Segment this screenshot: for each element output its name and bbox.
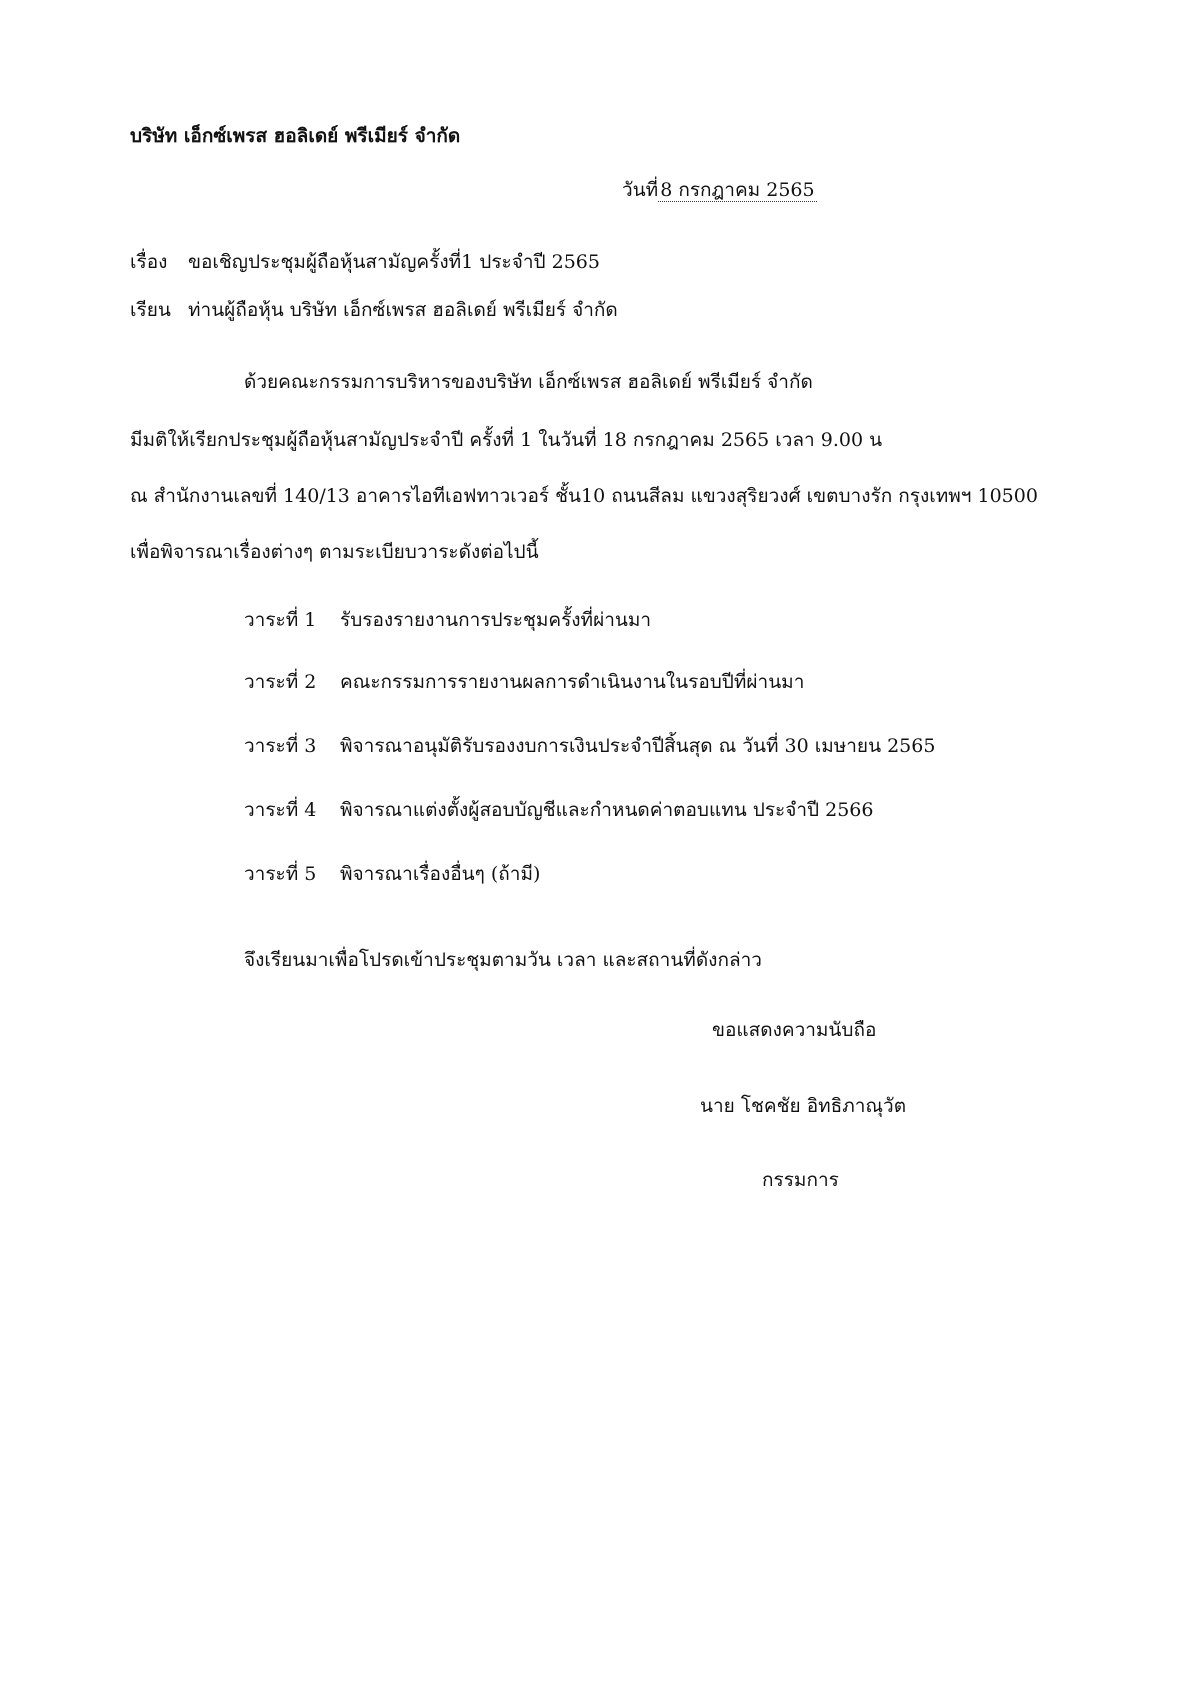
regards-line: ขอแสดงความนับถือ — [712, 1019, 877, 1041]
closing-line: จึงเรียนมาเพื่อโปรดเข้าประชุมตามวัน เวลา และสถานที่ดังกล่าว — [244, 949, 762, 971]
agenda-text: คณะกรรมการรายงานผลการดำเนินงานในรอบปีที่ผ่านมา — [340, 671, 805, 693]
agenda-text: พิจารณาอนุมัติรับรองงบการเงินประจำปีสิ้นสุด ณ วันที่ 30 เมษายน 2565 — [340, 735, 936, 757]
agenda-text: พิจารณาเรื่องอื่นๆ (ถ้ามี) — [340, 863, 541, 885]
agenda-item — [244, 668, 804, 696]
document-date — [622, 176, 817, 204]
agenda-item — [244, 796, 873, 824]
agenda-number: วาระที่ 2 — [244, 671, 317, 693]
signer-name: นาย โชคชัย อิทธิภาณุวัต — [700, 1095, 907, 1117]
body-line-3: ณ สำนักงานเลขที่ 140/13 อาคารไอทีเอฟทาวเวอร์ ชั้น10 ถนนสีลม แขวงสุริยวงศ์ เขตบางรัก กรุงเทพฯ 10500 — [130, 485, 1038, 507]
body-line-2: มีมติให้เรียกประชุมผู้ถือหุ้นสามัญประจำปี ครั้งที่ 1 ในวันที่ 18 กรกฎาคม 2565 เวลา 9.00 น — [130, 429, 883, 451]
date-value: 8 กรกฎาคม 2565 — [660, 179, 815, 201]
agenda-item — [244, 860, 540, 888]
agenda-item — [244, 732, 935, 760]
body-line-4: เพื่อพิจารณาเรื่องต่างๆ ตามระเบียบวาระดังต่อไปนี้ — [130, 541, 539, 563]
agenda-text: พิจารณาแต่งตั้งผู้สอบบัญชีและกำหนดค่าตอบแทน ประจำปี 2566 — [340, 799, 874, 821]
agenda-number: วาระที่ 1 — [244, 609, 317, 631]
recipient-label: เรียน — [130, 299, 171, 321]
agenda-item — [244, 606, 651, 634]
body-line-1: ด้วยคณะกรรมการบริหารของบริษัท เอ็กซ์เพรส ฮอลิเดย์ พรีเมียร์ จำกัด — [244, 371, 813, 393]
date-label: วันที่ — [622, 179, 659, 201]
company-name: บริษัท เอ็กซ์เพรส ฮอลิเดย์ พรีเมียร์ จำกัด — [130, 125, 461, 147]
agenda-number: วาระที่ 4 — [244, 799, 317, 821]
agenda-number: วาระที่ 3 — [244, 735, 317, 757]
subject-text: ขอเชิญประชุมผู้ถือหุ้นสามัญครั้งที่1 ประจำปี 2565 — [188, 251, 600, 273]
agenda-number: วาระที่ 5 — [244, 863, 317, 885]
signer-position: กรรมการ — [762, 1169, 839, 1191]
recipient-line — [130, 296, 618, 324]
subject-line — [130, 248, 600, 276]
agenda-text: รับรองรายงานการประชุมครั้งที่ผ่านมา — [340, 609, 652, 631]
subject-label: เรื่อง — [130, 251, 168, 273]
recipient-text: ท่านผู้ถือหุ้น บริษัท เอ็กซ์เพรส ฮอลิเดย์ พรีเมียร์ จำกัด — [188, 299, 618, 321]
